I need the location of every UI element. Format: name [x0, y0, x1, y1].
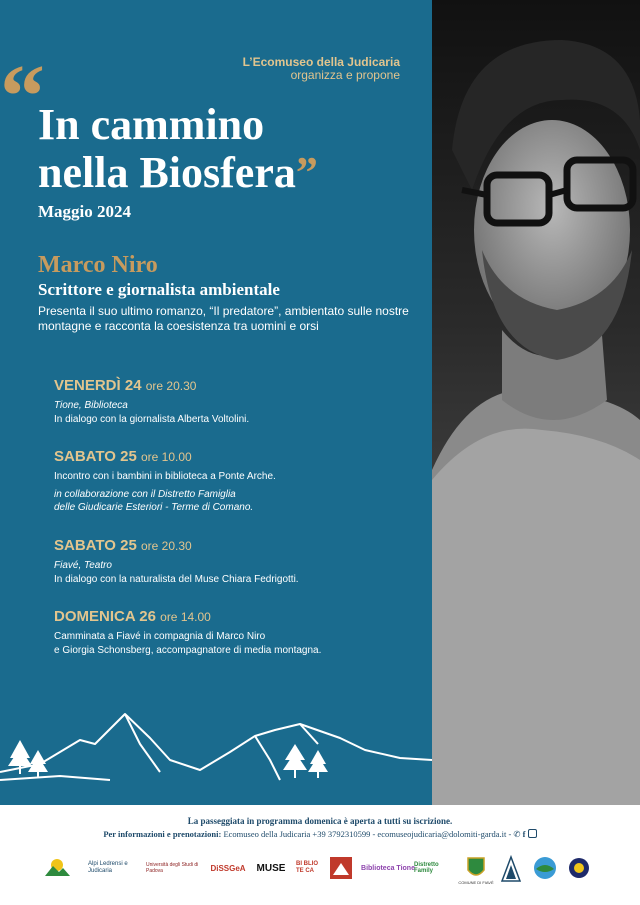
biblioteca-tione-logo: Biblioteca Tione — [361, 864, 415, 872]
event-time: ore 20.30 — [145, 379, 197, 393]
muse-logo: MUSE — [256, 862, 286, 874]
mountains-illustration — [0, 700, 432, 790]
alpi-ledrensi-logo: Alpi Ledrensi e Judicaria — [88, 861, 128, 874]
guide-logo — [496, 851, 526, 889]
author-photo — [432, 0, 640, 805]
footer-notice: La passeggiata in programma domenica è aperta a tutti su iscrizione. — [187, 816, 453, 826]
biblioteca-logo: BI BLIO TE CA — [296, 861, 318, 874]
title-line-2-wrap — [38, 150, 318, 196]
footer-info-label: Per informazioni e prenotazioni: — [103, 829, 222, 839]
event-4 — [54, 608, 414, 657]
author-description: Presenta il suo ultimo romanzo, “Il predatore”, ambientato sulle nostre montagne e racconta la coesistenza tra uomini e orsi — [38, 304, 409, 333]
event-time: ore 14.00 — [160, 610, 211, 624]
instagram-icon[interactable] — [528, 829, 537, 838]
ponte-arche-logo — [326, 851, 356, 885]
event-location: Tione, Biblioteca — [54, 400, 128, 411]
event-detail: In dialogo con la giornalista Alberta Voltolini. — [54, 413, 250, 425]
event-note: delle Giudicarie Esteriori - Terme di Comano. — [54, 502, 254, 513]
distretto-family-logo: Distretto Family — [414, 862, 439, 874]
event-1 — [54, 377, 414, 426]
event-time: ore 10.00 — [140, 450, 192, 464]
partner-logos — [30, 851, 620, 891]
event-detail: In dialogo con la naturalista del Muse Chiara Fedrigotti. — [54, 573, 299, 585]
quote-open-icon: “ — [0, 47, 45, 146]
author-role: Scrittore e giornalista ambientale — [38, 280, 280, 299]
accompagnatori-logo — [564, 851, 594, 885]
event-location: Fiavé, Teatro — [54, 560, 112, 571]
event-detail: Camminata a Fiavé in compagnia di Marco Niro — [54, 631, 266, 642]
quote-close-icon: ” — [295, 148, 318, 197]
comune-fiave-logo — [458, 851, 494, 889]
event-detail: e Giorgia Schonsberg, accompagnatore di media montagna. — [54, 644, 322, 656]
biosfera-logo — [40, 851, 74, 885]
whatsapp-icon[interactable]: ✆ — [513, 829, 521, 839]
month-label: Maggio 2024 — [38, 202, 132, 221]
footer-info — [0, 829, 640, 840]
event-day: SABATO 25 — [54, 448, 137, 465]
event-day: SABATO 25 — [54, 537, 137, 554]
author-name: Marco Niro — [38, 252, 158, 278]
globe-logo — [530, 851, 560, 885]
organizer-name: L’Ecomuseo della Judicaria — [242, 55, 400, 69]
event-time: ore 20.30 — [140, 539, 192, 553]
footer — [0, 805, 640, 905]
event-detail: Incontro con i bambini in biblioteca a Ponte Arche. — [54, 471, 276, 482]
event-3 — [54, 537, 414, 586]
universita-logo: Università degli Studi di Padova — [146, 862, 199, 874]
title-line-1: In cammino — [38, 100, 265, 149]
event-note: in collaborazione con il Distretto Famiglia — [54, 488, 236, 500]
organizer-subtitle: organizza e propone — [290, 68, 400, 82]
comune-fiave-label: COMUNE DI FIAVÉ — [458, 879, 494, 885]
event-2 — [54, 448, 414, 515]
title-line-2: nella Biosfera — [38, 148, 296, 197]
event-day: DOMENICA 26 — [54, 608, 156, 625]
portrait-illustration — [432, 0, 640, 805]
event-day: VENERDÌ 24 — [54, 377, 142, 394]
footer-info-text: Ecomuseo della Judicaria +39 3792310599 - ecomuseojudicaria@dolomiti-garda.it - — [223, 829, 512, 839]
facebook-icon[interactable]: f — [522, 829, 526, 839]
dssgea-logo: DiSSGeA — [210, 863, 246, 873]
